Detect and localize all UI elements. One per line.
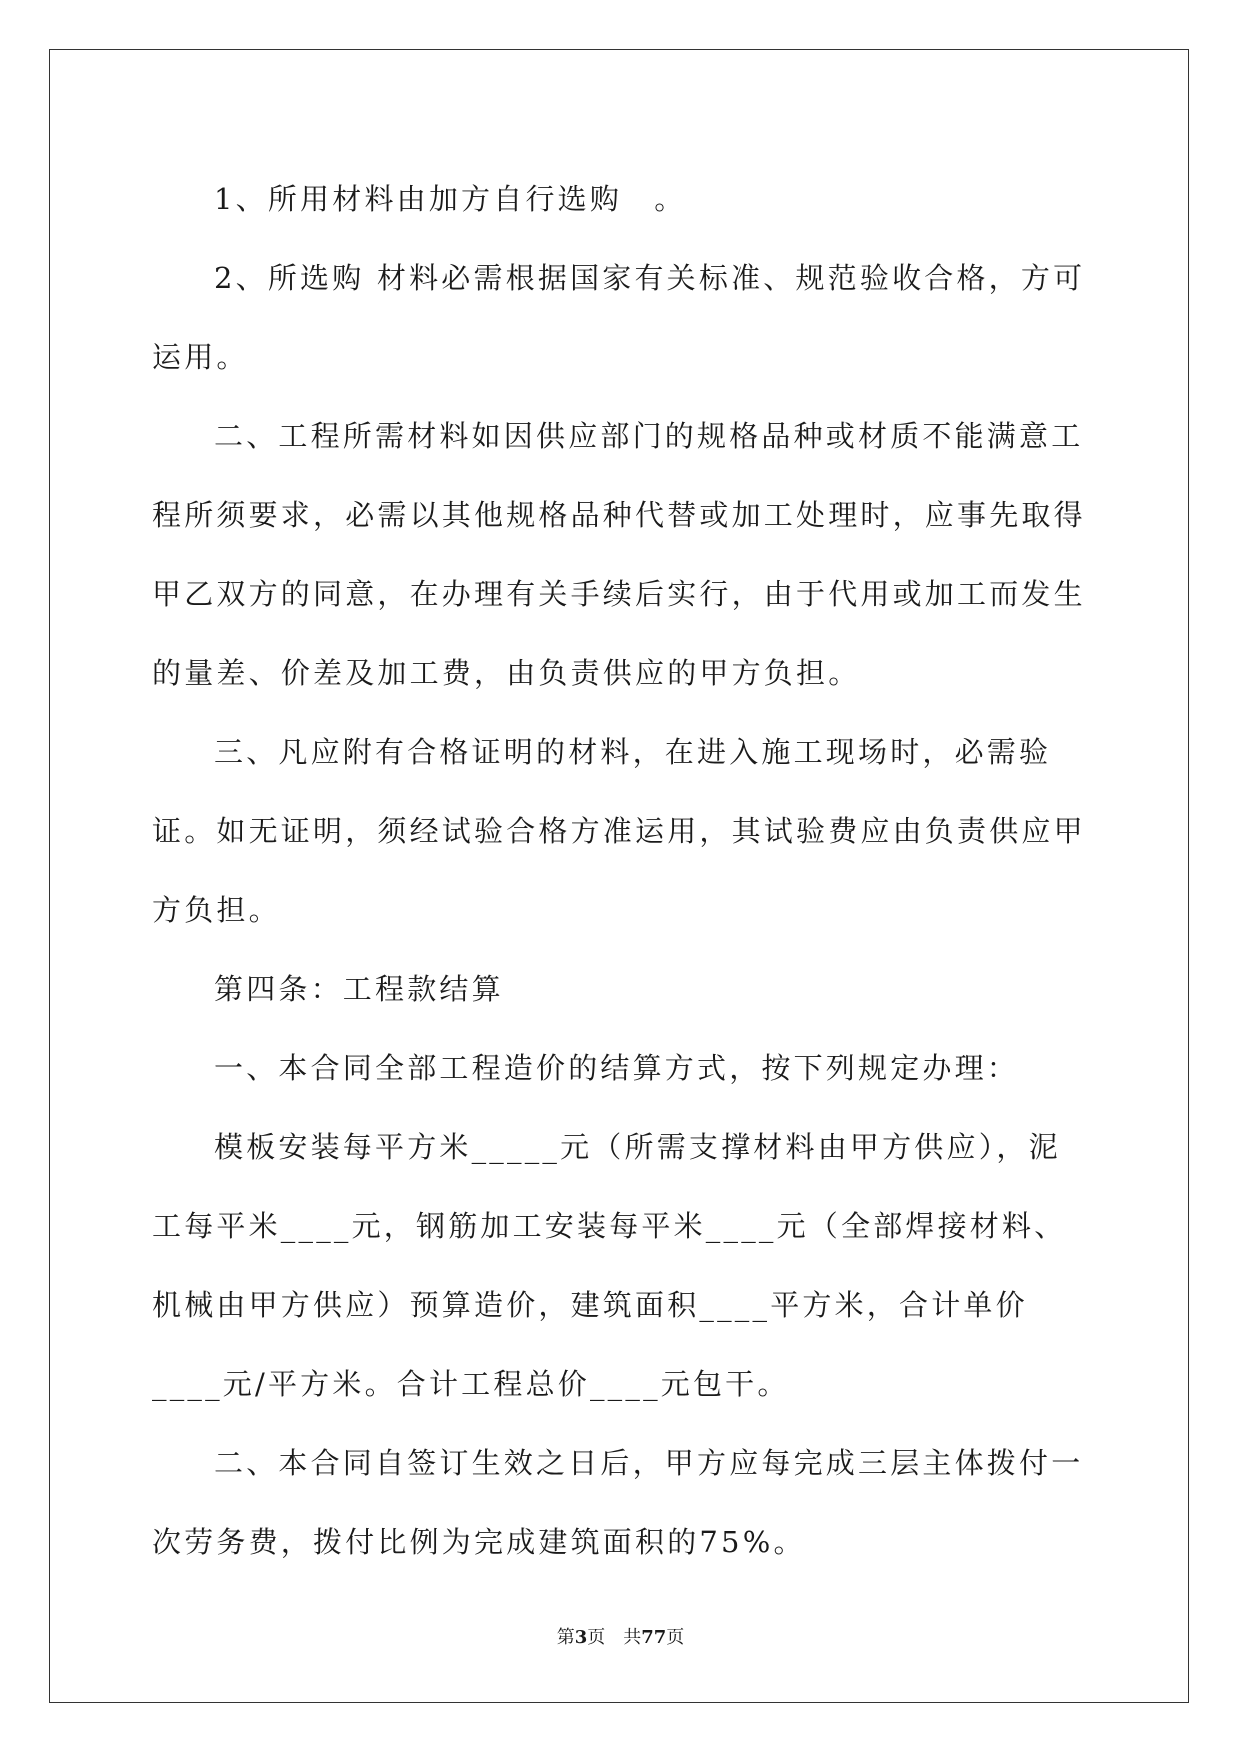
paragraph-material-certificate: 三、凡应附有合格证明的材料，在进入施工现场时，必需验证。如无证明，须经试验合格方准运用，其试验费应由负责供应甲方负担。 [152, 735, 1086, 927]
section-heading-settlement: 第四条：工程款结算 [214, 972, 504, 1006]
paragraph-payment-schedule: 二、本合同自签订生效之日后，甲方应每完成三层主体拨付一次劳务费，拨付比例为完成建筑面积的75%。 [152, 1446, 1084, 1559]
document-body [152, 160, 1092, 1582]
footer-prefix: 第 [556, 1627, 575, 1648]
footer-total-pages: 77 [641, 1627, 667, 1648]
footer-page-number: 3 [574, 1627, 588, 1648]
footer-mid: 页 共 [587, 1627, 642, 1648]
paragraph-material-substitution: 二、工程所需材料如因供应部门的规格品种或材质不能满意工程所须要求，必需以其他规格品种代替或加工处理时，应事先取得甲乙双方的同意，在办理有关手续后实行，由于代用或加工而发生的量差、价差及加工费，由负责供应的甲方负担。 [152, 419, 1086, 690]
paragraph-material-purchase: 1、所用材料由加方自行选购 。 [214, 182, 687, 216]
page-footer [0, 1623, 1241, 1649]
paragraph-unit-prices: 模板安装每平方米_____元（所需支撑材料由甲方供应），泥工每平米____元，钢筋加工安装每平米____元（全部焊接材料、机械由甲方供应）预算造价，建筑面积____平方米，合计单价____元/平方米。合计工程总价____元包干。 [152, 1130, 1067, 1401]
paragraph-settlement-method: 一、本合同全部工程造价的结算方式，按下列规定办理： [214, 1051, 1020, 1085]
paragraph-material-standard: 2、所选购 材料必需根据国家有关标准、规范验收合格，方可运用。 [152, 261, 1086, 374]
footer-suffix: 页 [666, 1627, 685, 1648]
